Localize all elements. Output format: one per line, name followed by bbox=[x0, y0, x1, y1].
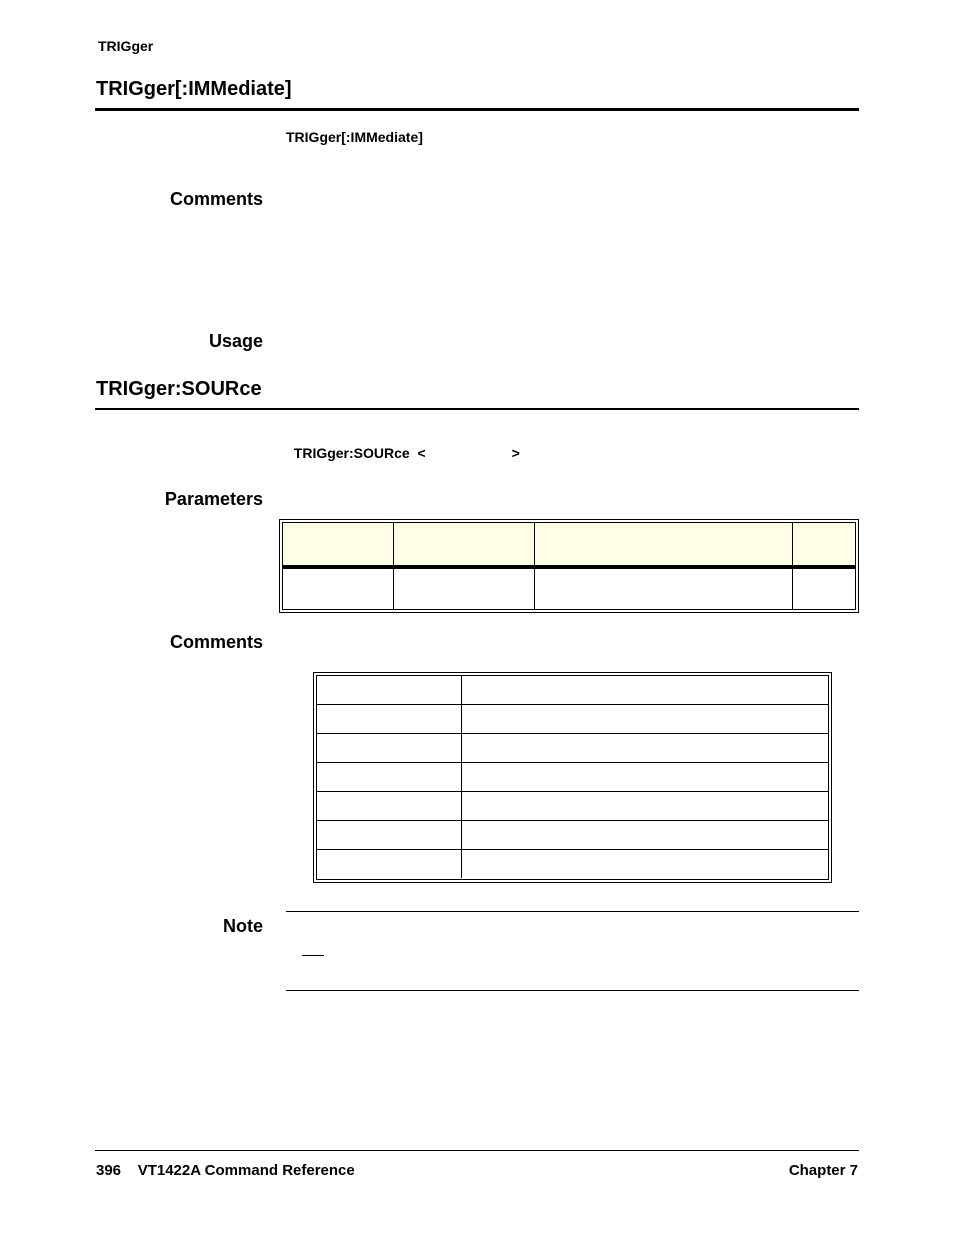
table-cell bbox=[317, 676, 462, 704]
syntax-open-bracket: < bbox=[417, 445, 426, 461]
table-row bbox=[317, 676, 828, 705]
table-row bbox=[317, 763, 828, 792]
comments-label: Comments bbox=[169, 632, 263, 652]
table-row bbox=[317, 821, 828, 850]
table-cell bbox=[317, 705, 462, 733]
table-cell bbox=[462, 792, 828, 820]
table-cell bbox=[793, 569, 855, 609]
table-cell bbox=[317, 763, 462, 791]
usage-label: Usage bbox=[208, 331, 263, 351]
table-row bbox=[317, 850, 828, 878]
trigger-source-table bbox=[313, 672, 832, 883]
note-top-rule bbox=[286, 911, 859, 912]
table-row bbox=[317, 705, 828, 734]
table-cell bbox=[283, 569, 394, 609]
table-cell bbox=[317, 792, 462, 820]
table-cell bbox=[317, 734, 462, 762]
syntax-command: TRIGger:SOURce bbox=[293, 445, 410, 461]
table-cell bbox=[462, 676, 828, 704]
header-cell bbox=[793, 523, 855, 565]
page-number: 396 bbox=[96, 1162, 122, 1179]
comments-label: Comments bbox=[169, 189, 263, 209]
section-title-source: TRIGger:SOURce bbox=[96, 378, 262, 400]
section-rule bbox=[95, 108, 859, 111]
parameters-table bbox=[279, 519, 859, 613]
running-head: TRIGger bbox=[98, 38, 154, 54]
table-cell bbox=[462, 705, 828, 733]
table-row bbox=[317, 792, 828, 821]
footer-left bbox=[96, 1162, 355, 1179]
section-rule bbox=[95, 408, 859, 410]
syntax-close-bracket: > bbox=[511, 445, 520, 461]
footer-rule bbox=[95, 1150, 859, 1151]
parameters-table-header bbox=[283, 523, 855, 565]
note-label: Note bbox=[223, 916, 263, 936]
table-cell bbox=[317, 850, 462, 878]
table-cell bbox=[394, 569, 535, 609]
table-row bbox=[317, 734, 828, 763]
syntax-immediate: TRIGger[:IMMediate] bbox=[286, 129, 423, 145]
table-row bbox=[283, 569, 855, 609]
table-cell bbox=[462, 763, 828, 791]
parameters-label: Parameters bbox=[164, 489, 263, 509]
header-cell bbox=[394, 523, 535, 565]
table-cell bbox=[462, 850, 828, 878]
note-bottom-rule bbox=[286, 990, 859, 991]
header-cell bbox=[283, 523, 394, 565]
header-cell bbox=[535, 523, 793, 565]
section-title-immediate: TRIGger[:IMMediate] bbox=[96, 78, 292, 100]
table-cell bbox=[462, 734, 828, 762]
chapter-label: Chapter 7 bbox=[788, 1162, 858, 1179]
table-cell bbox=[535, 569, 793, 609]
table-cell bbox=[462, 821, 828, 849]
note-overbar-mark bbox=[302, 955, 324, 956]
doc-title: VT1422A Command Reference bbox=[137, 1162, 355, 1179]
table-cell bbox=[317, 821, 462, 849]
syntax-source bbox=[286, 429, 520, 461]
